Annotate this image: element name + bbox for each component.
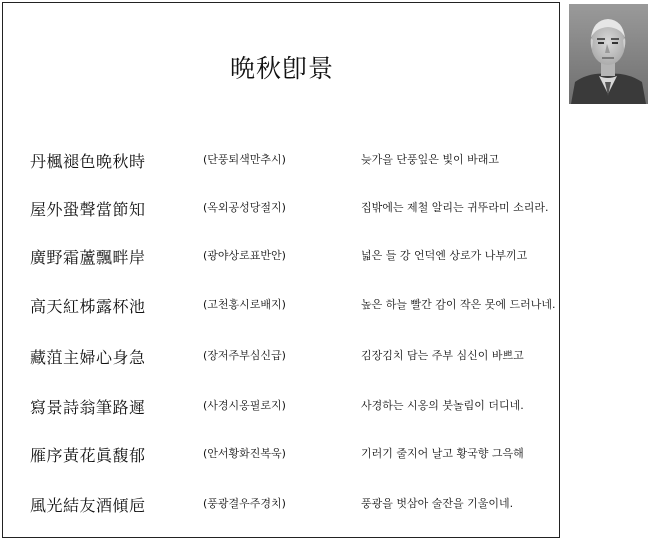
- reading-line: (단풍퇴색만추시): [203, 153, 286, 166]
- poem-line-8: [3, 493, 561, 519]
- reading-line: (사경시옹필로지): [203, 399, 286, 412]
- hanja-line: 高天紅柹露杯池: [30, 297, 146, 316]
- poem-line-4: [3, 294, 561, 320]
- hanja-line: 雁序黃花眞馥郁: [30, 446, 146, 465]
- translation-line: 풍광을 벗삼아 술잔을 기울이네.: [361, 497, 514, 510]
- hanja-line: 藏菹主婦心身急: [30, 348, 146, 367]
- hanja-line: 屋外蛩聲當節知: [30, 200, 146, 219]
- reading-line: (고천홍시로배지): [203, 298, 286, 311]
- author-portrait-icon: [569, 4, 648, 104]
- translation-line: 늦가을 단풍잎은 빛이 바래고: [361, 153, 500, 166]
- reading-line: (옥외공성당절지): [203, 201, 286, 214]
- hanja-line: 寫景詩翁筆路遲: [30, 398, 146, 417]
- translation-line: 높은 하늘 빨간 감이 작은 못에 드러나네.: [361, 298, 556, 311]
- reading-line: (안서황화진복욱): [203, 447, 286, 460]
- hanja-line: 風光結友酒傾巵: [30, 496, 146, 515]
- poem-line-5: [3, 345, 561, 371]
- translation-line: 넓은 들 강 언덕엔 상로가 나부끼고: [361, 249, 528, 262]
- hanja-line: 丹楓褪色晩秋時: [30, 152, 146, 171]
- poem-line-2: [3, 197, 561, 223]
- poem-line-6: [3, 395, 561, 421]
- translation-line: 집밖에는 제철 알리는 귀뚜라미 소리라.: [361, 201, 549, 214]
- translation-line: 사경하는 시옹의 붓놀림이 더디네.: [361, 399, 524, 412]
- poem-line-3: [3, 245, 561, 271]
- poem-line-1: [3, 149, 561, 175]
- poem-frame: [2, 2, 560, 538]
- hanja-line: 廣野霜蘆飄畔岸: [30, 248, 146, 267]
- reading-line: (광야상로표반안): [203, 249, 286, 262]
- poem-title: 晩秋卽景: [229, 54, 334, 83]
- translation-line: 기러기 줄지어 날고 황국향 그윽해: [361, 447, 524, 460]
- reading-line: (장저주부심신급): [203, 349, 286, 362]
- translation-line: 김장김치 담는 주부 심신이 바쁘고: [361, 349, 524, 362]
- reading-line: (풍광결우주경치): [203, 497, 286, 510]
- poem-line-7: [3, 443, 561, 469]
